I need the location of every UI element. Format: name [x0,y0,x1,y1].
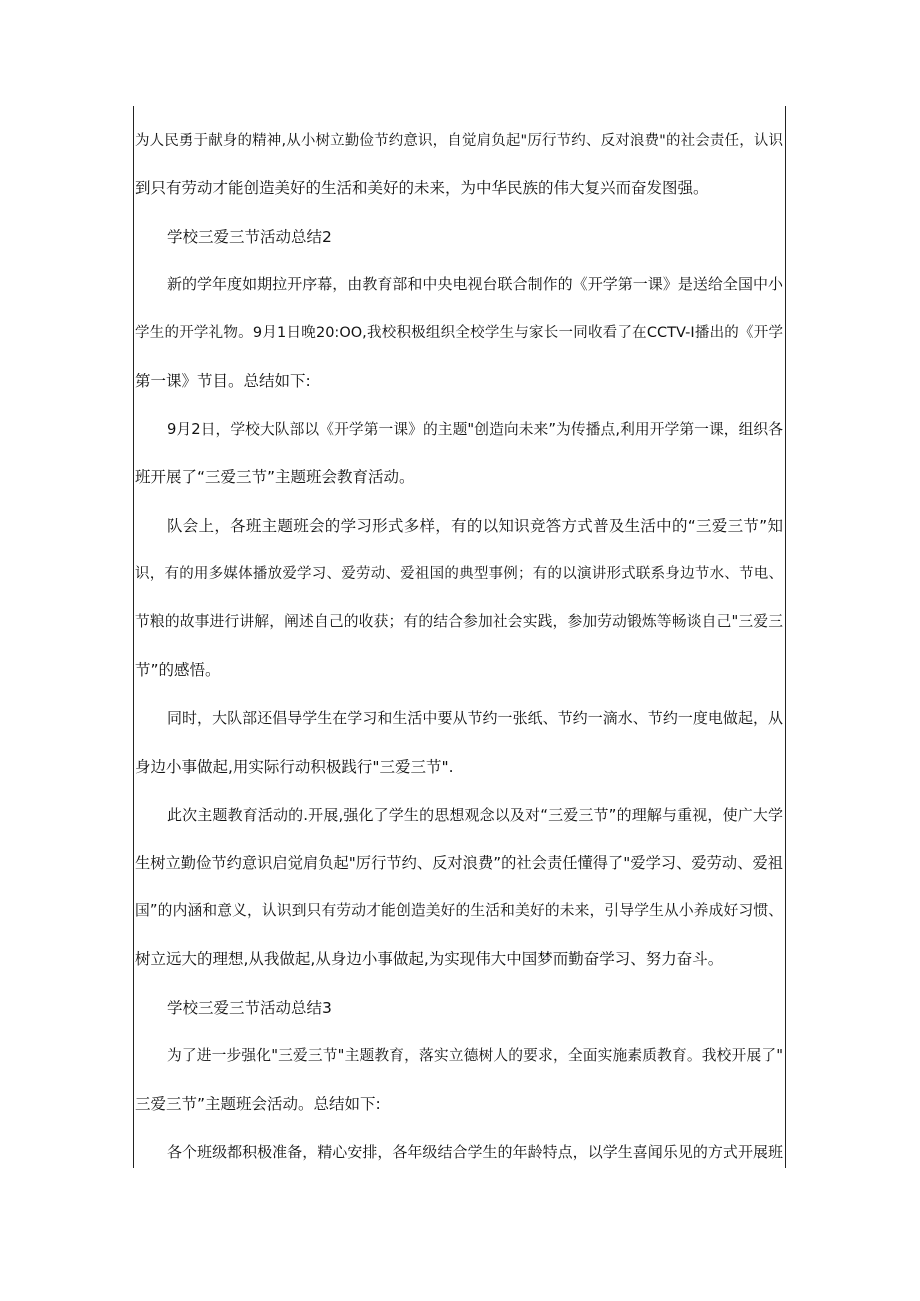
section-heading: 学校三爱三节活动总结3 [167,999,332,1017]
right-margin-rule [785,106,786,1168]
paragraph-line: 此次主题教育活动的.开展,强化了学生的思想观念以及对“三爱三节”的理解与重视，使广大学 [167,806,783,824]
section-heading: 学校三爱三节活动总结2 [167,228,332,246]
paragraph-line: 各个班级都积极准备，精心安排，各年级结合学生的年龄特点，以学生喜闻乐见的方式开展班 [167,1143,783,1161]
paragraph-line: 同时，大队部还倡导学生在学习和生活中要从节约一张纸、节约一滴水、节约一度电做起，从 [167,709,783,727]
paragraph-line: 9月2日，学校大队部以《开学第一课》的主题"创造向未来”为传播点,利用开学第一课，组织各 [167,421,783,438]
paragraph-line: 队会上，各班主题班会的学习形式多样，有的以知识竞答方式普及生活中的“三爱三节”知 [167,517,783,535]
paragraph-line: 学生的开学礼物。9月1日晚20:OO,我校积极组织全校学生与家长一同收看了在CCTV-I播出的《开学 [135,325,783,341]
paragraph-line: 识，有的用多媒体播放爱学习、爱劳动、爱祖国的典型事例；有的以演讲形式联系身边节水、节电、 [135,566,783,582]
paragraph-line: 身边小事做起,用实际行动积极践行"三爱三节". [135,758,454,776]
paragraph-line: 第一课》节目。总结如下: [135,372,311,390]
left-margin-rule [133,106,134,1168]
paragraph-line: 为人民勇于献身的精神,从小树立勤俭节约意识，自觉肩负起"厉行节约、反对浪费"的社会责任，认识 [135,133,783,149]
paragraph-line: 节粮的故事进行讲解，阐述自己的收获；有的结合参加社会实践，参加劳动锻炼等畅谈自己"三爱三 [135,613,783,630]
paragraph-line: 生树立勤俭节约意识启觉肩负起"厉行节约、反对浪费”的社会责任懂得了"爱学习、爱劳动、爱祖 [135,854,783,872]
paragraph-line: 到只有劳动才能创造美好的生活和美好的未来，为中华民族的伟大复兴而奋发图强。 [135,179,709,197]
paragraph-line: 三爱三节”主题班会活动。总结如下: [135,1095,381,1113]
paragraph-line: 树立远大的理想,从我做起,从身边小事做起,为实现伟大中国梦而勤奋学习、努力奋斗。 [135,950,724,968]
paragraph-line: 新的学年度如期拉开序幕，由教育部和中央电视台联合制作的《开学第一课》是送给全国中小 [167,275,783,293]
paragraph-line: 节”的感悟。 [135,661,221,679]
paragraph-line: 班开展了“三爱三节”主题班会教育活动。 [135,468,415,486]
paragraph-line: 为了进一步强化"三爱三节"主题教育，落实立德树人的要求，全面实施素质教育。我校开展了" [167,1047,783,1064]
paragraph-line: 国”的内涵和意义，认识到只有劳动才能创造美好的生活和美好的未来，引导学生从小养成好习惯、 [135,902,783,919]
